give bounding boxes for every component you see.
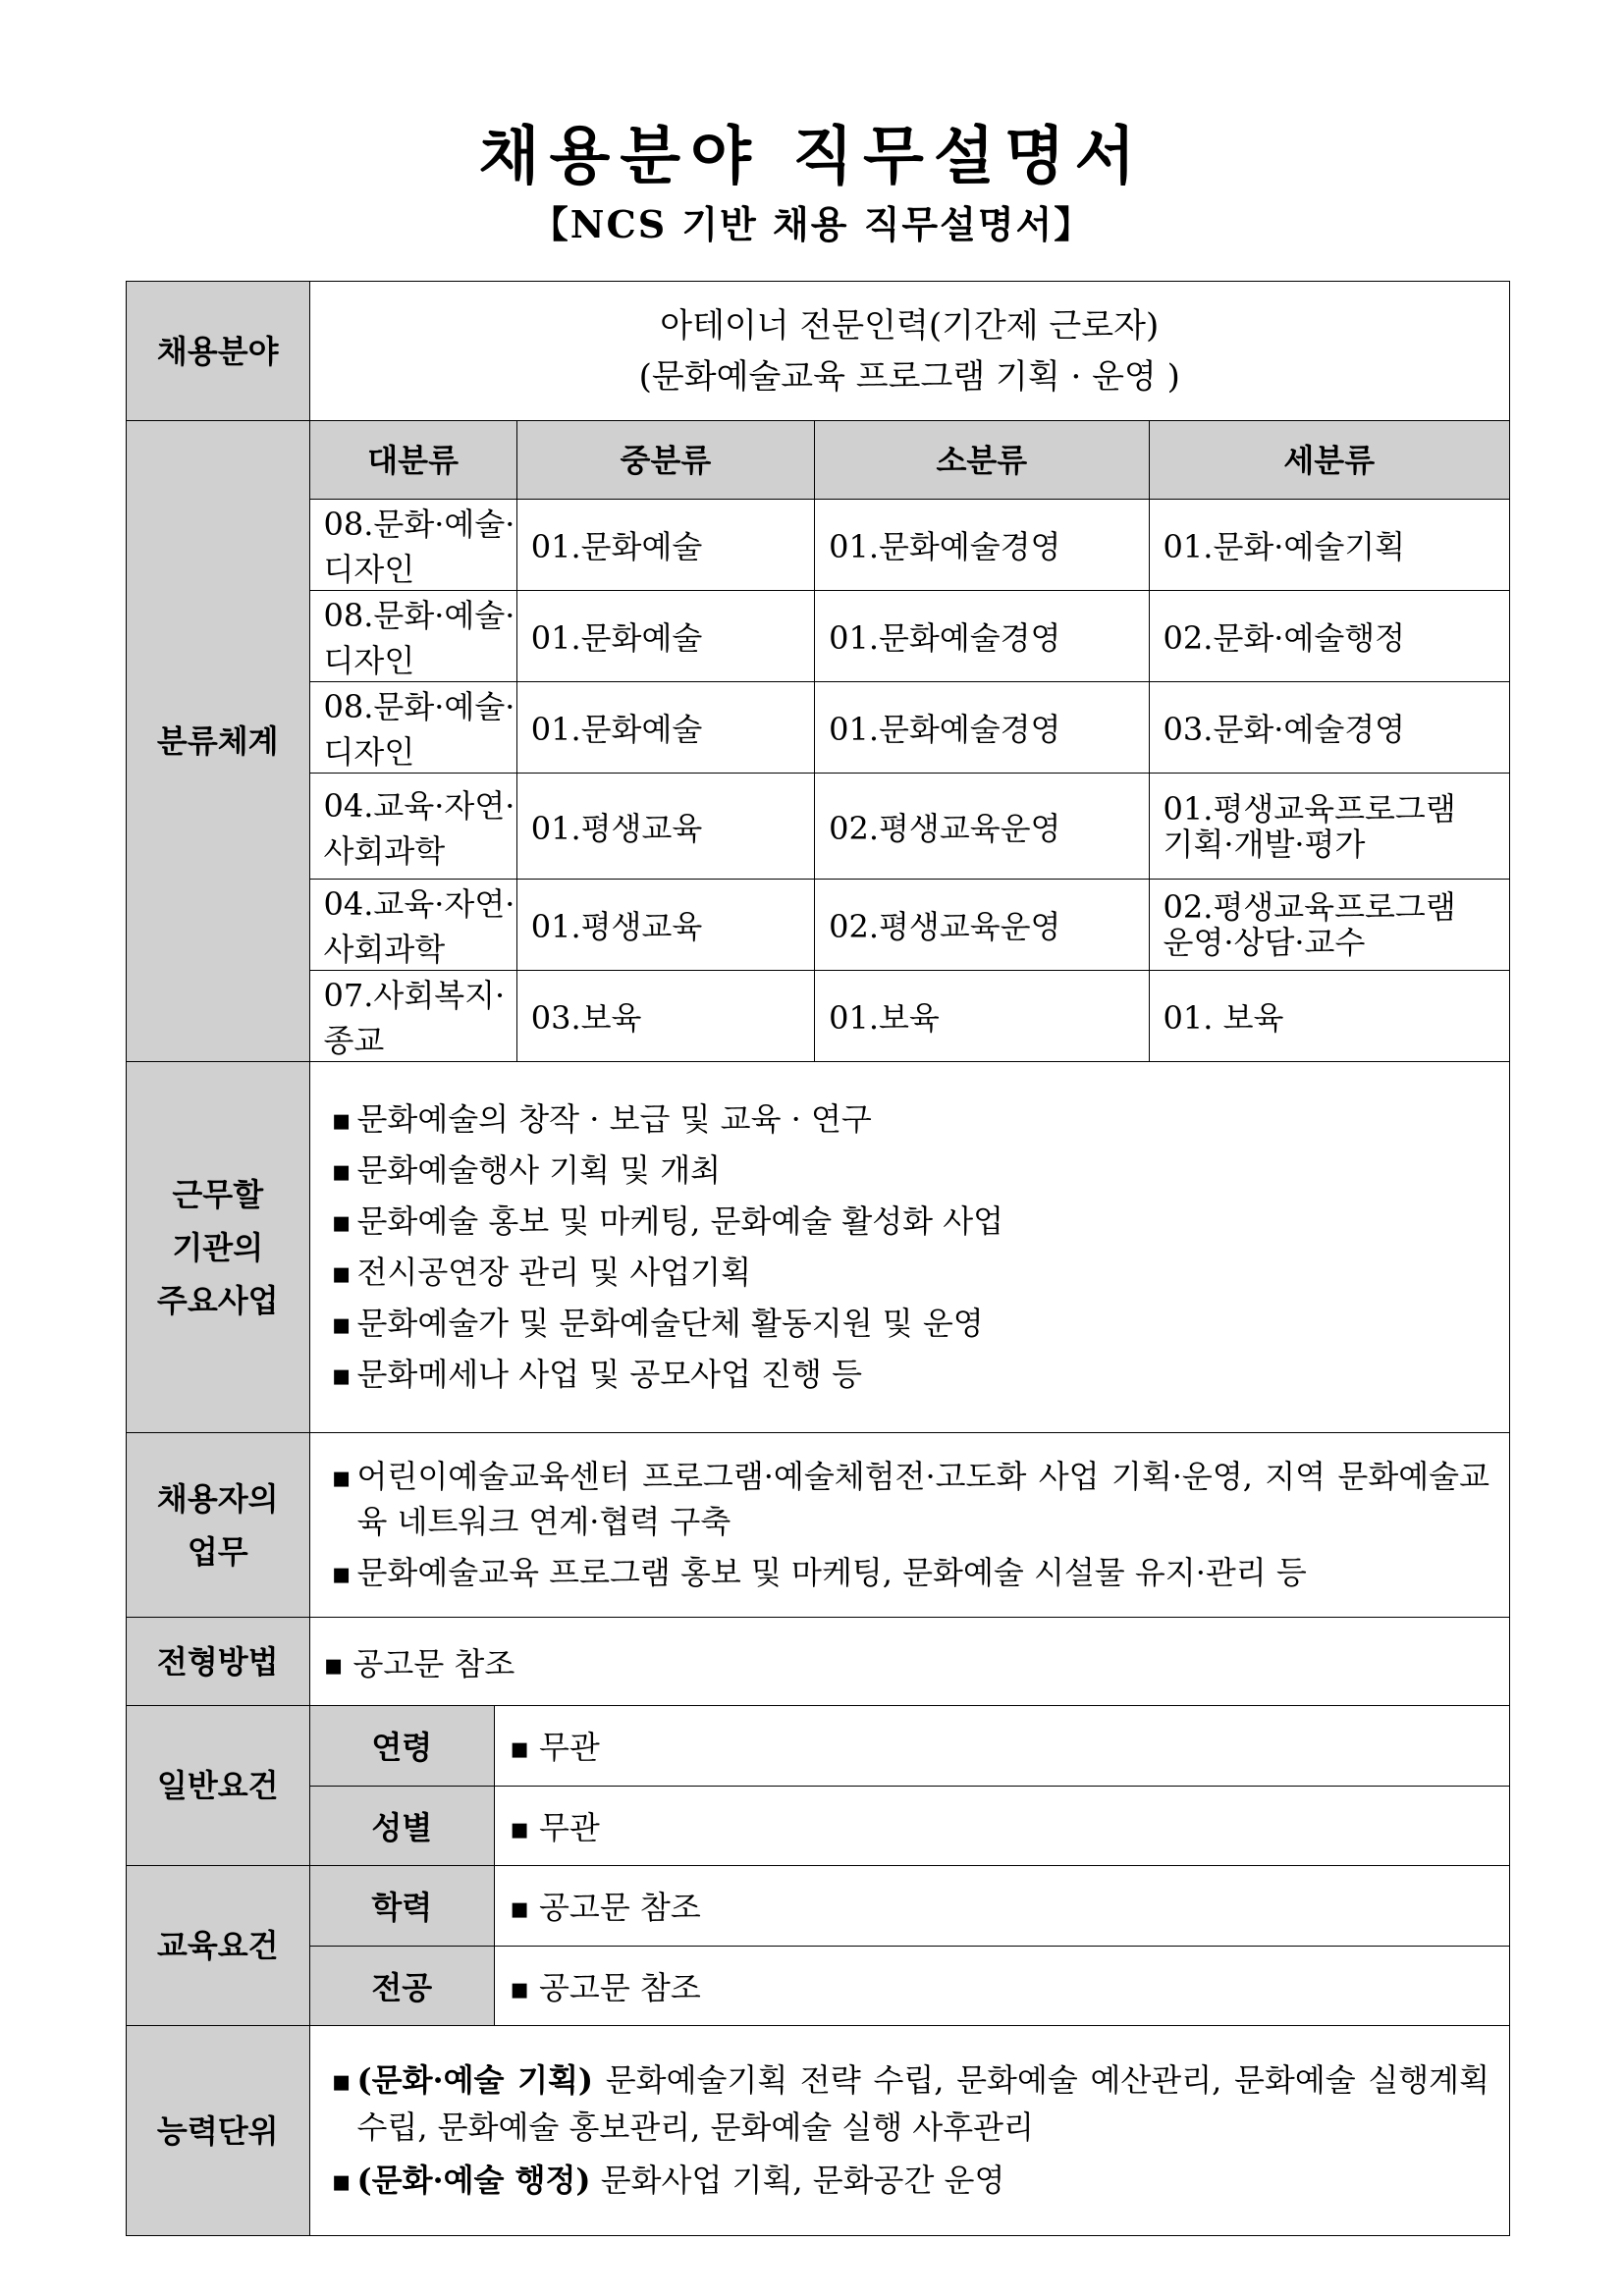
list-item <box>332 2057 1489 2150</box>
classification-row <box>127 971 1510 1062</box>
competency-head: (문화·예술 행정) <box>356 2161 591 2199</box>
duties-content <box>309 1433 1509 1618</box>
degree-cell <box>495 1866 1509 1946</box>
classification-row <box>127 880 1510 971</box>
classification-cell: 01.문화예술경영 <box>815 682 1149 774</box>
competency-text: 문화예술기획 전략 수립, 문화예술 예산관리, 문화예술 실행계획수립, 문화예술 홍보관리, 문화예술 실행 사후관리 <box>356 2060 1489 2146</box>
classification-cell: 01.문화예술경영 <box>815 591 1149 682</box>
major-label: 전공 <box>310 1946 495 2025</box>
org-business-content <box>309 1062 1509 1433</box>
education-req-label: 교육요건 <box>127 1866 310 2026</box>
classification-cell: 08.문화·예술·디자인 <box>309 500 516 591</box>
gender-label: 성별 <box>310 1786 495 1865</box>
field-title-line2: (문화예술교육 프로그램 기획 · 운영 ) <box>638 356 1180 397</box>
degree-label: 학력 <box>310 1866 495 1946</box>
classification-cell: 08.문화·예술·디자인 <box>309 682 516 774</box>
list-item: ▪ 문화메세나 사업 및 공모사업 진행 등 <box>332 1354 1489 1397</box>
duties-list <box>310 1437 1509 1614</box>
classification-cell: 02.문화·예술행정 <box>1149 591 1509 682</box>
org-label-line: 기관의 <box>172 1228 264 1266</box>
org-business-label <box>127 1062 310 1433</box>
classification-cell: 08.문화·예술·디자인 <box>309 591 516 682</box>
degree-value: ▪ 공고문 참조 <box>496 1889 701 1926</box>
list-item: ▪ 문화예술행사 기획 및 개최 <box>332 1149 1489 1193</box>
competency-list <box>310 2040 1509 2222</box>
major-value: ▪ 공고문 참조 <box>496 1969 701 2006</box>
competency-content <box>309 2026 1509 2236</box>
selection-label: 전형방법 <box>127 1618 310 1706</box>
duties-label <box>127 1433 310 1618</box>
list-item: ▪ 문화예술 홍보 및 마케팅, 문화예술 활성화 사업 <box>332 1201 1489 1244</box>
classification-label: 분류체계 <box>127 421 310 1062</box>
classification-row <box>127 500 1510 591</box>
classification-cell: 01.평생교육 <box>516 774 814 880</box>
org-label-line: 근무할 <box>172 1175 264 1213</box>
classification-cell: 01. 보육 <box>1149 971 1509 1062</box>
selection-value: ▪ 공고문 참조 <box>310 1639 515 1684</box>
classification-cell: 07.사회복지·종교 <box>309 971 516 1062</box>
list-item: ▪ 문화예술의 창작 · 보급 및 교육 · 연구 <box>332 1098 1489 1142</box>
classification-cell: 01.문화예술 <box>516 500 814 591</box>
classification-header-minor: 소분류 <box>815 421 1149 500</box>
general-req-label: 일반요건 <box>127 1706 310 1866</box>
classification-cell: 01.평생교육프로그램 기획·개발·평가 <box>1149 774 1509 880</box>
classification-cell: 02.평생교육운영 <box>815 774 1149 880</box>
classification-row <box>127 682 1510 774</box>
general-req-content <box>309 1706 1509 1866</box>
classification-cell: 04.교육·자연·사회과학 <box>309 774 516 880</box>
classification-cell: 04.교육·자연·사회과학 <box>309 880 516 971</box>
classification-cell: 01.보육 <box>815 971 1149 1062</box>
major-cell <box>495 1946 1509 2025</box>
competency-head: (문화·예술 기획) <box>356 2060 594 2099</box>
classification-cell: 03.문화·예술경영 <box>1149 682 1509 774</box>
competency-label: 능력단위 <box>127 2026 310 2236</box>
competency-text: 문화사업 기획, 문화공간 운영 <box>590 2161 1005 2199</box>
duties-label-line: 업무 <box>187 1532 248 1571</box>
selection-content <box>309 1618 1509 1706</box>
list-item: ▪ 전시공연장 관리 및 사업기획 <box>332 1252 1489 1295</box>
list-item: ▪ 문화예술교육 프로그램 홍보 및 마케팅, 문화예술 시설물 유지·관리 등 <box>332 1551 1489 1596</box>
duties-label-line: 채용자의 <box>156 1479 279 1518</box>
classification-row <box>127 774 1510 880</box>
gender-cell <box>495 1786 1509 1865</box>
field-title-line1: 아테이너 전문인력(기간제 근로자) <box>660 305 1160 346</box>
job-description-table <box>126 281 1510 2236</box>
classification-cell: 01.문화예술 <box>516 682 814 774</box>
org-label-line: 주요사업 <box>156 1281 279 1319</box>
classification-cell: 02.평생교육운영 <box>815 880 1149 971</box>
org-business-list <box>310 1075 1509 1420</box>
classification-cell: 01.문화예술 <box>516 591 814 682</box>
document-subtitle: 【NCS 기반 채용 직무설명서】 <box>530 202 1094 246</box>
document-title: 채용분야 직무설명서 <box>478 120 1146 193</box>
classification-header-middle: 중분류 <box>516 421 814 500</box>
age-value: ▪ 무관 <box>496 1729 600 1766</box>
education-req-table <box>310 1866 1509 2025</box>
age-label: 연령 <box>310 1706 495 1786</box>
classification-cell: 03.보육 <box>516 971 814 1062</box>
age-cell <box>495 1706 1509 1786</box>
classification-header-major: 대분류 <box>309 421 516 500</box>
list-item <box>332 2158 1489 2205</box>
general-req-table <box>310 1706 1509 1865</box>
classification-cell: 01.문화·예술기획 <box>1149 500 1509 591</box>
field-title <box>309 282 1509 421</box>
field-label: 채용분야 <box>127 282 310 421</box>
gender-value: ▪ 무관 <box>496 1809 600 1846</box>
classification-cell: 01.문화예술경영 <box>815 500 1149 591</box>
list-item: ▪ 문화예술가 및 문화예술단체 활동지원 및 운영 <box>332 1303 1489 1346</box>
education-req-content <box>309 1866 1509 2026</box>
classification-cell: 02.평생교육프로그램 운영·상담·교수 <box>1149 880 1509 971</box>
classification-cell: 01.평생교육 <box>516 880 814 971</box>
classification-row <box>127 591 1510 682</box>
classification-header-detail: 세분류 <box>1149 421 1509 500</box>
list-item: ▪ 어린이예술교육센터 프로그램·예술체험전·고도화 사업 기획·운영, 지역 문화예술교육 네트워크 연계·협력 구축 <box>332 1455 1489 1543</box>
